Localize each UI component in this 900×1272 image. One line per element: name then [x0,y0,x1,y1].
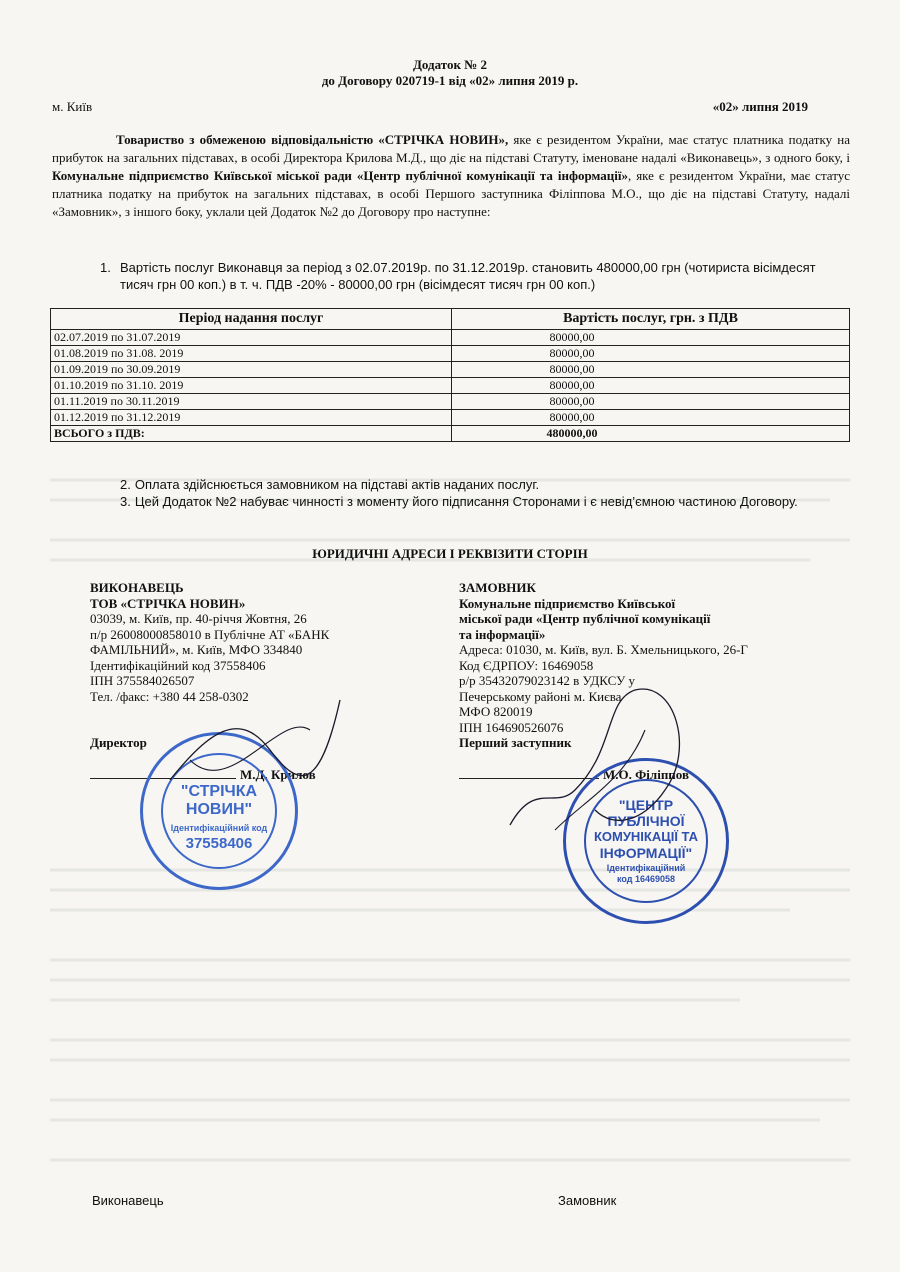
clause-2 [120,476,539,493]
executor-detail: Ідентифікаційний код 37558406 [90,657,266,673]
customer-signature [495,660,715,850]
executor-signer: М.Д. Крилов [240,766,316,782]
customer-detail: МФО 820019 [459,704,533,719]
executor-name: ТОВ «СТРІЧКА НОВИН» [90,595,246,611]
clause-text: Цей Додаток №2 набуває чинності з моменту його підписання Сторонами і є невід’ємною частиною Договору. [134,494,798,509]
footer-customer: Замовник [558,1193,617,1208]
period-cell: 01.12.2019 по 31.12.2019 [51,410,452,426]
stamp-text: Ідентифікаційний [606,863,686,873]
table-row [51,378,850,394]
executor-detail: п/р 26008000858010 в Публічне АТ «БАНК [90,626,330,642]
table-row [51,394,850,410]
executor-detail: 03039, м. Київ, пр. 40-річчя Жовтня, 26 [90,611,307,626]
period-cell: 01.08.2019 по 31.08. 2019 [51,346,452,362]
customer-name-line: Комунальне підприємство Київської [459,595,676,611]
intro-paragraph [52,131,850,221]
clause-number: 1. [100,260,111,275]
stamp-text: 37558406 [185,835,253,852]
total-label: ВСЬОГО з ПДВ: [51,426,452,442]
executor-detail: ФАМІЛЬНИЙ», м. Київ, МФО 334840 [90,642,303,657]
executor-position: Директор [90,735,147,750]
clause-text: Оплата здійснюється замовником на підставі актів наданих послуг. [134,477,540,492]
column-header: Вартість послуг, грн. з ПДВ [452,309,850,330]
customer-role: ЗАМОВНИК [459,580,536,595]
customer-detail: ІПН 164690526076 [459,719,564,735]
customer-detail: Адреса: 01030, м. Київ, вул. Б. Хмельницького, 26-Г [459,642,748,657]
clause-number: 3. [120,494,131,509]
customer-detail: Код ЄДРПОУ: 16469058 [459,657,594,673]
stamp-text: КОМУНІКАЦІЇ ТА [593,829,699,844]
table-row [51,330,850,346]
table-row [51,362,850,378]
customer-name-line: та інформації» [459,626,546,642]
column-header: Період надання послуг [51,309,452,330]
clause-text: Вартість послуг Виконавця за період з 02.07.2019р. по 31.12.2019р. становить 480000,00 грн (чотириста вісімдесят тисяч грн 00 коп.) в т. ч. ПДВ -20% - 80000,00 грн (вісімдесят тисяч грн 00 коп.) [120,260,816,292]
document-date: «02» липня 2019 [712,99,808,114]
total-value: 480000,00 [452,426,850,442]
services-table [50,308,850,442]
executor-company-name: Товариство з обмеженою відповідальністю «СТРІЧКА НОВИН», [116,132,509,147]
customer-detail: Печерському районі м. Києва [459,688,622,704]
stamp-text: Ідентифікаційний код [170,823,268,833]
amount-cell: 80000,00 [452,394,850,410]
customer-signer: М.О. Філіппов [603,766,689,782]
customer-detail: р/р 35432079023142 в УДКСУ у [459,673,636,688]
period-cell: 01.10.2019 по 31.10. 2019 [51,378,452,394]
table-total-row [51,426,850,442]
stamp-text: ПУБЛІЧНОЇ [607,813,685,829]
stamp-text: "ЦЕНТР [618,797,674,813]
stamp-text: НОВИН" [185,801,253,818]
amount-cell: 80000,00 [452,362,850,378]
amount-cell: 80000,00 [452,330,850,346]
document-title: Додаток № 2 [412,57,488,72]
amount-cell: 80000,00 [452,378,850,394]
clause-number: 2. [120,477,131,492]
footer-executor: Виконавець [92,1193,164,1208]
table-header-row [51,309,850,330]
executor-signature [150,690,350,810]
period-cell: 01.09.2019 по 30.09.2019 [51,362,452,378]
amount-cell: 80000,00 [452,346,850,362]
executor-role: ВИКОНАВЕЦЬ [90,580,184,595]
intro-text-1: яке є резидентом України, має статус платника податку на прибуток на загальних підставах, в особі Директора Крилова М.Д., що діє на підставі Статуту, іменоване надалі «Виконавець», з одного боку, і [52,132,850,165]
clause-1 [100,259,850,293]
table-row [51,346,850,362]
clause-3 [120,493,798,510]
requisites-heading: ЮРИДИЧНІ АДРЕСИ І РЕКВІЗИТИ СТОРІН [312,546,588,561]
document-subtitle: до Договору 020719-1 від «02» липня 2019 р. [321,73,579,88]
period-cell: 02.07.2019 по 31.07.2019 [51,330,452,346]
stamp-text: "СТРІЧКА [180,783,258,800]
city: м. Київ [52,99,93,114]
executor-detail: Тел. /факс: +380 44 258-0302 [90,688,249,704]
executor-detail: ІПН 375584026507 [90,673,195,688]
amount-cell: 80000,00 [452,410,850,426]
customer-position: Перший заступник [459,735,572,750]
customer-name-line: міської ради «Центр публічної комунікації [459,611,711,626]
intro-text-2: , яке є резидентом України, має статус платника податку на прибуток на загальних підставах, в особі Першого заступника Філіппова М.О., що діє на підставі Статуту, надалі «Замовник», з іншого боку, уклали цей Додаток №2 до Договору про наступне: [52,168,850,219]
period-cell: 01.11.2019 по 30.11.2019 [51,394,452,410]
stamp-text: код 16469058 [616,874,676,884]
table-row [51,410,850,426]
stamp-text: ІНФОРМАЦІЇ" [599,845,693,861]
customer-company-name: Комунальне підприємство Київської міської ради «Центр публічної комунікації та інформації» [52,168,628,183]
